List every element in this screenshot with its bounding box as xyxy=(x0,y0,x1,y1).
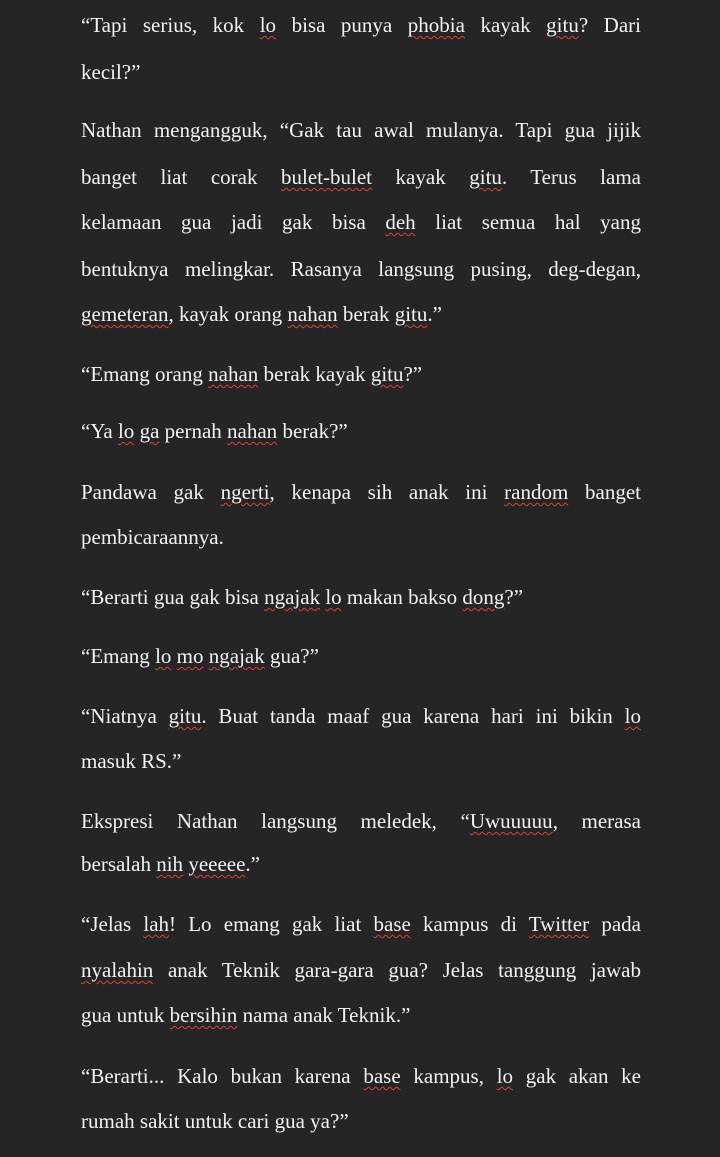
text-run: bisa punya xyxy=(276,13,408,37)
flagged-word: lo xyxy=(117,419,135,443)
text-line xyxy=(81,748,641,774)
text-run: , kenapa sih anak ini xyxy=(269,480,505,504)
flagged-word: gitu xyxy=(469,165,502,189)
text-run: gak akan ke xyxy=(513,1064,641,1088)
text-line xyxy=(81,209,641,235)
flagged-word: ngerti xyxy=(220,480,270,504)
text-run: rumah sakit untuk cari gua ya?” xyxy=(81,1109,349,1133)
text-line xyxy=(81,524,641,550)
text-run: kayak xyxy=(464,13,547,37)
flagged-word: nahan xyxy=(208,362,259,386)
flagged-word: gitu xyxy=(546,13,579,37)
flagged-word: Uwuuuuu xyxy=(469,809,553,833)
flagged-word: lo xyxy=(624,704,641,728)
text-run: nama anak Teknik.” xyxy=(237,1003,411,1027)
text-run: kayak xyxy=(372,165,470,189)
text-line xyxy=(81,361,641,387)
text-run: “Niatnya xyxy=(81,704,169,728)
document-page xyxy=(81,0,641,1157)
text-run: . Terus lama xyxy=(501,165,641,189)
flagged-word: mo xyxy=(176,644,204,668)
text-line xyxy=(81,256,641,282)
text-run: banget xyxy=(568,480,642,504)
flagged-word: Twitter xyxy=(528,912,590,936)
text-run: “Berarti... Kalo bukan karena xyxy=(81,1064,364,1088)
text-line xyxy=(81,479,641,505)
flagged-word: lo xyxy=(496,1064,514,1088)
flagged-word: lah xyxy=(143,912,170,936)
flagged-word: ngajak xyxy=(208,644,265,668)
text-run: berak?” xyxy=(277,419,348,443)
text-run: masuk RS.” xyxy=(81,749,182,773)
text-line xyxy=(81,911,641,937)
text-run: .” xyxy=(427,302,442,326)
flagged-word: ngajak xyxy=(264,585,321,609)
text-line xyxy=(81,59,641,85)
text-run: pernah xyxy=(159,419,228,443)
text-run: ?” xyxy=(504,585,524,609)
text-line xyxy=(81,164,641,190)
text-run: kampus di xyxy=(410,912,529,936)
text-run: anak Teknik gara-gara gua? Jelas tanggung jawab xyxy=(153,958,641,982)
text-line xyxy=(81,957,641,983)
flagged-word: lo xyxy=(325,585,342,609)
flagged-word: random xyxy=(504,480,569,504)
text-line xyxy=(81,1108,641,1134)
text-run: gua untuk xyxy=(81,1003,170,1027)
text-line xyxy=(81,584,641,610)
text-line xyxy=(81,1002,641,1028)
text-run: “Emang xyxy=(81,644,156,668)
text-run: pada xyxy=(589,912,641,936)
text-run: , merasa xyxy=(552,809,641,833)
flagged-word: deh xyxy=(385,210,416,234)
text-run: “Tapi serius, kok xyxy=(81,13,260,37)
text-line xyxy=(81,1063,641,1089)
text-line xyxy=(81,703,641,729)
flagged-word: nih xyxy=(156,852,184,876)
text-run: . Buat tanda maaf gua karena hari ini bikin xyxy=(201,704,625,728)
text-run: .” xyxy=(245,852,260,876)
text-run: “Berarti gua gak bisa xyxy=(81,585,265,609)
text-run: kampus, xyxy=(400,1064,497,1088)
text-line xyxy=(81,851,641,877)
text-run: berak xyxy=(337,302,395,326)
text-run: “Emang orang xyxy=(81,362,209,386)
text-run: makan bakso xyxy=(341,585,463,609)
flagged-word: lo xyxy=(155,644,172,668)
text-line xyxy=(81,12,641,38)
flagged-word: base xyxy=(373,912,411,936)
text-run: kelamaan gua jadi gak bisa xyxy=(81,210,386,234)
text-line xyxy=(81,643,641,669)
text-run: gua?” xyxy=(264,644,319,668)
flagged-word: ga xyxy=(139,419,160,443)
text-run: banget liat corak xyxy=(81,165,282,189)
text-line xyxy=(81,418,641,444)
text-run: ? Dari xyxy=(578,13,641,37)
text-line xyxy=(81,808,641,834)
flagged-word: gemeteran xyxy=(81,302,169,326)
text-run: ! Lo emang gak liat xyxy=(169,912,374,936)
text-run: Pandawa gak xyxy=(81,480,221,504)
flagged-word: phobia xyxy=(407,13,465,37)
text-run: bersalah xyxy=(81,852,157,876)
flagged-word: nyalahin xyxy=(81,958,154,982)
text-run: , kayak orang xyxy=(168,302,288,326)
flagged-word: nahan xyxy=(287,302,338,326)
text-run: Nathan mengangguk, “Gak tau awal mulanya. Tapi gua jijik xyxy=(81,118,641,142)
flagged-word: bulet-bulet xyxy=(281,165,373,189)
flagged-word: gitu xyxy=(394,302,428,326)
text-run: berak kayak xyxy=(258,362,371,386)
flagged-word: bersihin xyxy=(169,1003,238,1027)
flagged-word: gitu xyxy=(370,362,404,386)
text-run: “Jelas xyxy=(81,912,144,936)
text-run: pembicaraannya. xyxy=(81,525,224,549)
text-run: bentuknya melingkar. Rasanya langsung pusing, deg-degan, xyxy=(81,257,641,281)
text-run: ?” xyxy=(403,362,423,386)
text-run: kecil?” xyxy=(81,60,141,84)
flagged-word: base xyxy=(363,1064,401,1088)
text-run: liat semua hal yang xyxy=(415,210,641,234)
text-run: Ekspresi Nathan langsung meledek, “ xyxy=(81,809,470,833)
text-run: “Ya xyxy=(81,419,118,443)
flagged-word: gitu xyxy=(168,704,202,728)
flagged-word: lo xyxy=(259,13,277,37)
flagged-word: yeeeee xyxy=(188,852,246,876)
text-line xyxy=(81,117,641,143)
flagged-word: dong xyxy=(462,585,505,609)
flagged-word: nahan xyxy=(227,419,278,443)
text-line xyxy=(81,301,641,327)
